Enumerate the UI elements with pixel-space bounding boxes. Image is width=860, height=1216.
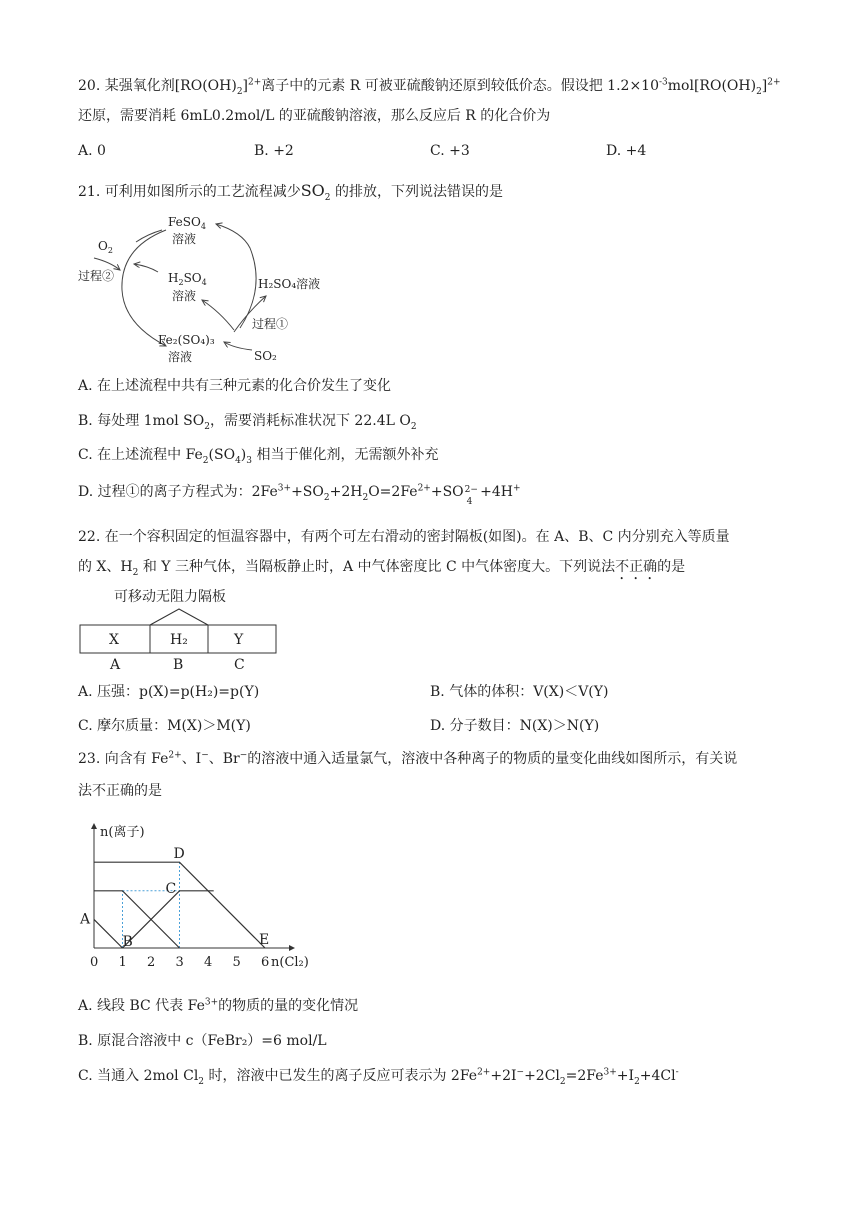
q20-text: 20. 某强氧化剂[RO(OH) xyxy=(78,78,237,94)
q21-stem xyxy=(78,181,503,202)
q22-container-diagram xyxy=(76,583,296,673)
q21-text: +SO xyxy=(430,484,464,500)
series-line xyxy=(123,891,214,948)
point-label: A xyxy=(80,911,91,928)
q21-sub: 2 xyxy=(410,421,417,432)
partition-title: 可移动无阻力隔板 xyxy=(114,589,226,605)
q23-sup: - xyxy=(675,1067,679,1078)
y-axis-label: n(离子) xyxy=(100,825,145,840)
box-h2-label: H₂ xyxy=(170,632,188,648)
q23-option-b: B. 原混合溶液中 c（FeBr₂）=6 mol/L xyxy=(78,1033,327,1049)
q23-option-a xyxy=(78,996,358,1016)
o2-label: $O_2$ xyxy=(98,239,113,255)
q23-sup: 3+ xyxy=(603,1067,617,1078)
q21-sub: 3 xyxy=(246,455,252,466)
q23-text: +I xyxy=(616,1068,635,1084)
q22-option-a: A. 压强：p(X)=p(H₂)=p(Y) xyxy=(78,684,260,700)
q23-sup: 2+ xyxy=(168,750,182,761)
q20-text: ] xyxy=(761,78,768,94)
q23-line2: 法不正确的是 xyxy=(78,783,162,799)
h2so4-out-arrow-left xyxy=(134,264,158,272)
h2so4-mid-arrow xyxy=(202,300,234,330)
x-tick-label: 3 xyxy=(175,955,184,970)
q21-sup: + xyxy=(512,483,521,494)
q20-text: mol[RO(OH) xyxy=(667,78,757,94)
q22-text: 和 Y 三种气体，当隔板静止时，A 中气体密度比 C 中气体密度大。下列说法 xyxy=(138,559,616,575)
q20-sup: -3 xyxy=(659,77,668,88)
q22-emphasis: 不正确 xyxy=(615,559,658,575)
point-label: E xyxy=(259,932,270,948)
x-tick-label: 1 xyxy=(118,955,127,970)
q23-text: C. 当通入 2mol Cl xyxy=(78,1068,199,1084)
process1-label: 过程① xyxy=(252,317,289,331)
x-tick-label: 4 xyxy=(204,955,213,970)
q21-text: +4H xyxy=(475,484,513,500)
q20-line2: 还原，需要消耗 6mL0.2mol/L 的亚硫酸钠溶液，那么反应后 R 的化合价为 xyxy=(78,108,551,124)
so2-label: SO₂ xyxy=(254,349,277,363)
q23-sup: − xyxy=(201,750,209,761)
q21-sub: 2 xyxy=(202,455,209,466)
q21-sub: 2 xyxy=(204,421,210,432)
q21-text: +SO xyxy=(291,484,324,500)
x-axis-label: n(Cl₂) xyxy=(271,955,309,970)
q20-option-c: C. +3 xyxy=(430,143,470,159)
h2so4-solution-label: 溶液 xyxy=(172,289,197,303)
q21-text: O=2Fe xyxy=(368,484,418,500)
q21-text: 21. 可利用如图所示的工艺流程减少 xyxy=(78,184,301,200)
q23-text: 23. 向含有 Fe xyxy=(78,751,169,767)
q23-text: +4Cl xyxy=(639,1068,676,1084)
process2-label: 过程② xyxy=(78,269,115,283)
box-y-label: Y xyxy=(234,632,244,648)
q21-sup: 3+ xyxy=(277,483,292,494)
q23-text: +2Cl xyxy=(524,1068,560,1084)
x-tick-label: 6 xyxy=(261,955,270,970)
q23-text: 、Br xyxy=(208,751,240,767)
series-line xyxy=(94,891,180,948)
q20-sup: 2+ xyxy=(767,77,781,88)
q21-option-d xyxy=(78,482,521,507)
q21-sup: 2+ xyxy=(417,483,431,494)
sulfate-charge-stack xyxy=(464,484,478,507)
h2so4-mid-label: $H_2SO_4$ xyxy=(168,271,207,287)
q23-text: +2I xyxy=(490,1068,517,1084)
q23-text: =2Fe xyxy=(565,1068,604,1084)
q20-sup: 2+ xyxy=(248,77,262,88)
q23-text: 的溶液中通入适量氯气，溶液中各种离子的物质的量变化曲线如图所示，有关说 xyxy=(247,751,738,767)
q23-sub: 2 xyxy=(198,1076,205,1087)
point-label: D xyxy=(173,846,185,863)
h2so4-right-label: H₂SO₄溶液 xyxy=(258,277,321,291)
q20-option-d: D. +4 xyxy=(606,143,647,159)
fe2so43-label: Fe₂(SO₄)₃ xyxy=(158,333,215,347)
q23-text: 时，溶液中已发生的离子反应可表示为 2Fe xyxy=(204,1068,478,1084)
q23-text: A. 线段 BC 代表 Fe xyxy=(78,998,205,1014)
q21-text: ) xyxy=(240,447,247,463)
q21-sub: 2 xyxy=(362,492,369,503)
q22-text: 的是 xyxy=(657,559,686,575)
q21-text: SO xyxy=(300,181,325,200)
q22-option-c: C. 摩尔质量：M(X)＞M(Y) xyxy=(78,718,251,734)
q20-text: 离子中的元素 R 可被亚硫酸钠还原到较低价态。假设把 1.2×10 xyxy=(261,78,659,94)
q21-option-c xyxy=(78,445,438,465)
q21-sub: 4 xyxy=(466,497,473,507)
fe2so43-solution-label: 溶液 xyxy=(168,350,193,364)
series-line xyxy=(94,919,123,948)
q22-option-b: B. 气体的体积：V(X)＜V(Y) xyxy=(430,684,609,700)
q20-line1 xyxy=(78,76,781,96)
q21-text: 相当于催化剂，无需额外补充 xyxy=(252,447,439,463)
feso4-label: FeSO$_4$ xyxy=(168,215,206,231)
q23-text: 的物质的量的变化情况 xyxy=(218,998,359,1014)
q23-sup: − xyxy=(516,1067,525,1078)
q21-text: D. 过程①的离子方程式为：2Fe xyxy=(78,484,278,500)
q22-option-d: D. 分子数目：N(X)＞N(Y) xyxy=(430,718,600,734)
cycle-left-arc xyxy=(122,230,166,346)
q23-option-c xyxy=(78,1066,679,1086)
x-tick-label: 0 xyxy=(90,955,99,970)
q22-line2 xyxy=(78,557,685,583)
q21-text: C. 在上述流程中 Fe xyxy=(78,447,203,463)
q21-text: B. 每处理 1mol SO xyxy=(78,413,205,429)
q20-text: ] xyxy=(242,78,249,94)
q23-sup: 3+ xyxy=(204,997,219,1008)
q21-text: ，需要消耗标准状况下 22.4L O xyxy=(209,413,411,429)
q23-text: 、I xyxy=(181,751,202,767)
q23-sub: 2 xyxy=(634,1076,640,1087)
q21-sub: 4 xyxy=(235,455,241,466)
q23-sub: 2 xyxy=(559,1076,566,1087)
q21-text: +2H xyxy=(329,484,363,500)
q22-line1: 22. 在一个容积固定的恒温容器中，有两个可左右滑动的密封隔板(如图)。在 A、B、C 内分别充入等质量 xyxy=(78,529,730,545)
chamber-b-label: B xyxy=(173,657,184,673)
q23-line1 xyxy=(78,749,737,769)
q20-sub: 2 xyxy=(756,86,762,97)
point-label: B xyxy=(122,934,133,950)
q20-option-b: B. +2 xyxy=(254,143,294,159)
q21-text: (SO xyxy=(208,447,236,463)
box-x-label: X xyxy=(109,632,119,648)
q23-sup: 2+ xyxy=(477,1067,491,1078)
point-label: C xyxy=(165,880,177,897)
q23-ion-chart xyxy=(76,818,326,978)
so2-arrow xyxy=(224,342,252,350)
partition-pointer xyxy=(150,609,208,625)
x-tick-label: 2 xyxy=(147,955,156,970)
q21-cycle-diagram xyxy=(70,208,330,368)
q21-sup: 2− xyxy=(464,485,478,495)
cycle-top-arrow xyxy=(136,230,162,242)
chamber-a-label: A xyxy=(110,657,121,673)
q22-text: 的 X、H xyxy=(78,559,133,575)
q20-option-a: A. 0 xyxy=(78,143,106,159)
x-tick-label: 5 xyxy=(232,955,241,970)
q23-sup: − xyxy=(239,750,248,761)
q21-sub: 2 xyxy=(323,492,330,503)
q21-option-b xyxy=(78,411,417,431)
q21-text: 的排放，下列说法错误的是 xyxy=(330,184,503,200)
feso4-solution-label: 溶液 xyxy=(172,232,197,246)
chamber-c-label: C xyxy=(234,657,245,673)
q22-sub: 2 xyxy=(132,567,139,578)
q20-sub: 2 xyxy=(236,86,243,97)
q21-option-a: A. 在上述流程中共有三种元素的化合价发生了变化 xyxy=(78,378,392,394)
q21-sub: 2 xyxy=(324,192,331,203)
